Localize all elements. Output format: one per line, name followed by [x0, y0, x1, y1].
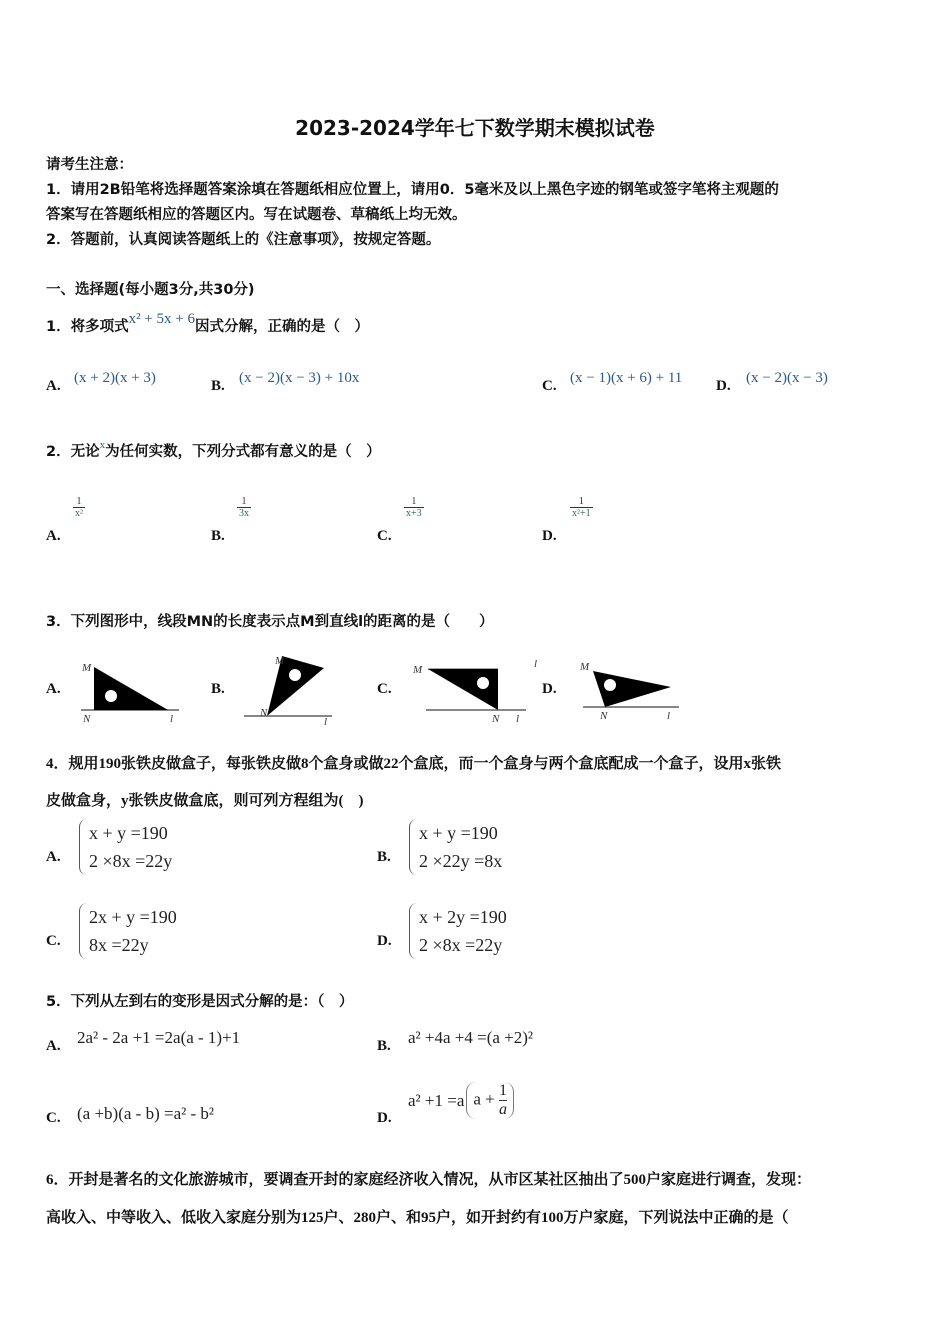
question-2-prefix: 2．无论: [46, 444, 100, 460]
q5-option-a-label[interactable]: A.: [46, 1038, 61, 1054]
notice-item-1-line-2: 答案写在答题纸相应的答题区内。写在试题卷、草稿纸上均无效。: [46, 207, 467, 223]
q1-option-d-value: (x − 2)(x − 3): [746, 370, 828, 386]
point-m-label: M: [82, 662, 92, 674]
numerator: 1: [76, 496, 82, 507]
question-1-stem: [46, 311, 370, 336]
q2-option-d-label[interactable]: D.: [542, 528, 557, 544]
q4-option-c-label[interactable]: C.: [46, 933, 61, 949]
q2-option-d-fraction: [570, 496, 593, 519]
q2-option-c-label[interactable]: C.: [377, 528, 392, 544]
q2-option-b-fraction: [237, 496, 251, 519]
q4-option-a-label[interactable]: A.: [46, 849, 61, 865]
q3-option-c-label[interactable]: C.: [377, 681, 392, 697]
parenthesized-expression: [466, 1082, 514, 1119]
q5-option-b-label[interactable]: B.: [377, 1038, 391, 1054]
numerator: 1: [578, 496, 584, 507]
question-6-stem-line-1: 6．开封是著名的文化旅游城市，要调查开封的家庭经济收入情况，从市区某社区抽出了500户家庭进行调查，发现：: [46, 1172, 812, 1188]
denominator: x+3: [406, 508, 422, 519]
q4-option-b-system: [409, 819, 502, 875]
q3-option-a-triangle-figure: [75, 656, 185, 726]
question-5-stem: 5．下列从左到右的变形是因式分解的是：（ ）: [46, 994, 354, 1010]
inner-term: a +: [473, 1089, 495, 1109]
point-m-label: M: [580, 661, 590, 673]
q3-option-d-label[interactable]: D.: [542, 681, 557, 697]
q4-option-a-system: [79, 819, 172, 875]
lhs: a² +1 =a: [408, 1090, 465, 1110]
q3-option-b-triangle-figure: [240, 650, 340, 728]
fraction: [499, 1082, 507, 1119]
point-n-label: N: [600, 710, 608, 722]
q5-option-d-value: [408, 1082, 514, 1119]
line-l-label: l: [170, 713, 174, 725]
q5-option-c-value: (a +b)(a - b) =a² - b²: [77, 1104, 214, 1123]
numerator: 1: [499, 1082, 508, 1099]
line-l-label: l: [667, 710, 671, 722]
line-l-label: l: [324, 716, 328, 728]
q1-option-c-label[interactable]: C.: [542, 378, 557, 394]
q2-option-a-label[interactable]: A.: [46, 528, 61, 544]
q2-option-b-label[interactable]: B.: [211, 528, 225, 544]
q1-option-b-value: (x − 2)(x − 3) + 10x: [239, 370, 360, 386]
q4-option-d-label[interactable]: D.: [377, 933, 392, 949]
equation-1: x + y =190: [89, 823, 168, 843]
equation-1: 2x + y =190: [89, 907, 177, 927]
line-l-label: l: [516, 713, 520, 725]
numerator: 1: [411, 496, 417, 507]
q5-option-a-value: 2a² - 2a +1 =2a(a - 1)+1: [77, 1028, 241, 1047]
equation-1: x + 2y =190: [419, 907, 507, 927]
question-2-variable: x: [99, 439, 106, 451]
q5-option-b-value: a² +4a +4 =(a +2)²: [408, 1028, 534, 1047]
stray-l-mark: l: [534, 658, 538, 670]
q1-option-a-label[interactable]: A.: [46, 378, 61, 394]
numerator: 1: [241, 496, 247, 507]
denominator: a: [499, 1101, 508, 1118]
point-m-label: M: [413, 664, 423, 676]
question-2-suffix: 为任何实数，下列分式都有意义的是（ ）: [105, 444, 381, 460]
q3-option-d-triangle-figure: [575, 655, 685, 725]
denominator: x²+1: [572, 508, 591, 519]
equation-1: x + y =190: [419, 823, 498, 843]
denominator: 3x: [239, 508, 249, 519]
q5-option-d-label[interactable]: D.: [377, 1110, 392, 1126]
q3-option-a-label[interactable]: A.: [46, 681, 61, 697]
notice-item-2: 2．答题前，认真阅读答题纸上的《注意事项》，按规定答题。: [46, 232, 441, 248]
q1-option-b-label[interactable]: B.: [211, 378, 225, 394]
q2-option-c-fraction: [404, 496, 424, 519]
q2-option-a-fraction: [73, 496, 85, 519]
point-m-label: M: [275, 655, 285, 667]
equation-2: 2 ×22y =8x: [419, 851, 503, 871]
point-n-label: N: [260, 707, 268, 719]
question-4-stem-line-1: 4．规用190张铁皮做盒子，每张铁皮做8个盒身或做22个盒底，而一个盒身与两个盒底配成一个盒子，设用x张铁: [46, 756, 782, 772]
question-3-stem: 3．下列图形中，线段MN的长度表示点M到直线l的距离的是（ ）: [46, 614, 494, 630]
point-n-label: N: [492, 713, 500, 725]
denominator: x²: [75, 508, 83, 519]
question-6-stem-line-2: 高收入、中等收入、低收入家庭分别为125户、280户、和95户，如开封约有100万户家庭，下列说法中正确的是（: [46, 1210, 789, 1226]
q4-option-b-label[interactable]: B.: [377, 849, 391, 865]
q4-option-d-system: [409, 903, 507, 959]
q1-option-a-value: (x + 2)(x + 3): [74, 370, 156, 386]
equation-2: 2 ×8x =22y: [419, 935, 503, 955]
question-1-prefix: 1．将多项式: [46, 319, 129, 335]
notice-item-1-line-1: 1．请用2B铅笔将选择题答案涂填在答题纸相应位置上，请用0．5毫米及以上黑色字迹的钢笔或签字笔将主观题的: [46, 182, 779, 198]
q1-option-c-value: (x − 1)(x + 6) + 11: [570, 370, 683, 386]
notice-heading: 请考生注意：: [46, 157, 133, 173]
q3-option-b-label[interactable]: B.: [211, 681, 225, 697]
question-1-polynomial: x² + 5x + 6: [128, 311, 196, 327]
q3-option-c-triangle-figure: [408, 655, 538, 727]
question-2-stem: [46, 440, 381, 461]
equation-2: 8x =22y: [89, 935, 149, 955]
point-n-label: N: [83, 713, 91, 725]
question-1-suffix: 因式分解，正确的是（ ）: [195, 319, 370, 335]
q4-option-c-system: [79, 903, 177, 959]
equation-2: 2 ×8x =22y: [89, 851, 173, 871]
q5-option-c-label[interactable]: C.: [46, 1110, 61, 1126]
section-heading: 一、选择题(每小题3分,共30分): [46, 282, 255, 298]
page-title: 2023-2024学年七下数学期末模拟试卷: [295, 116, 655, 140]
question-4-stem-line-2: 皮做盒身，y张铁皮做盒底，则可列方程组为( ): [46, 793, 364, 809]
q1-option-d-label[interactable]: D.: [716, 378, 731, 394]
